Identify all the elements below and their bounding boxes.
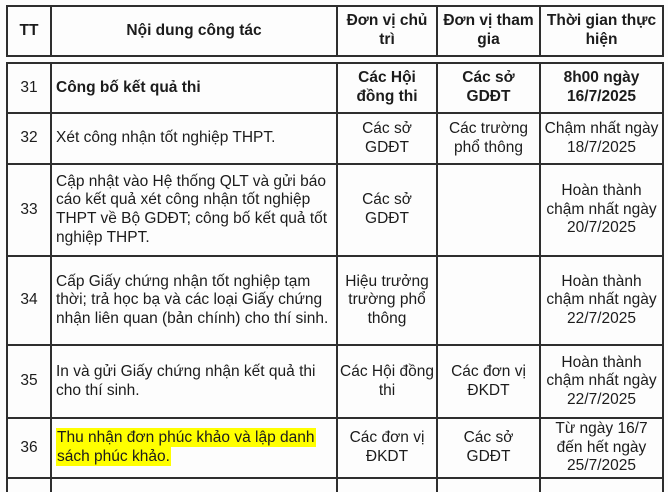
stub-row <box>7 479 663 492</box>
time-cell: Chậm nhất ngày 18/7/2025 <box>540 113 663 164</box>
participant-unit-cell: Các sở GDĐT <box>437 63 540 113</box>
participant-unit-cell: Các đơn vị ĐKDT <box>437 345 540 418</box>
table-row-35 <box>7 345 663 418</box>
participant-unit-cell <box>437 256 540 345</box>
highlighted-text: Thu nhận đơn phúc khảo và lập danh sách phúc khảo. <box>57 429 315 465</box>
header-cell-tt: TT <box>7 6 51 56</box>
row-number: 31 <box>7 63 51 113</box>
task-cell: Công bố kết quả thi <box>51 63 337 113</box>
time-cell: 8h00 ngày 16/7/2025 <box>540 63 663 113</box>
task-cell: Cấp Giấy chứng nhận tốt nghiệp tạm thời; trả học bạ và các loại Giấy chứng nhận liên quan (bản chính) cho thí sinh. <box>51 256 337 345</box>
task-cell: In và gửi Giấy chứng nhận kết quả thi cho thí sinh. <box>51 345 337 418</box>
task-cell: Xét công nhận tốt nghiệp THPT. <box>51 113 337 164</box>
task-cell: Cập nhật vào Hệ thống QLT và gửi báo cáo kết quả xét công nhận tốt nghiệp THPT về Bộ GDĐT; công bố kết quả tốt nghiệp THPT. <box>51 164 337 256</box>
table-row-33 <box>7 164 663 256</box>
lead-unit-cell: Hiệu trưởng trường phổ thông <box>337 256 437 345</box>
next-row-cutoff-stub <box>6 479 664 492</box>
participant-unit-cell <box>437 164 540 256</box>
header-cell-lead: Đơn vị chủ trì <box>337 6 437 56</box>
lead-unit-cell: Các đơn vị ĐKDT <box>337 418 437 478</box>
time-cell: Từ ngày 16/7 đến hết ngày 25/7/2025 <box>540 418 663 478</box>
row-number: 33 <box>7 164 51 256</box>
row-number: 32 <box>7 113 51 164</box>
header-cell-time: Thời gian thực hiện <box>540 6 663 56</box>
table-row-31 <box>7 63 663 113</box>
time-cell: Hoàn thành chậm nhất ngày 22/7/2025 <box>540 345 663 418</box>
schedule-table-body <box>6 62 664 479</box>
participant-unit-cell: Các sở GDĐT <box>437 418 540 478</box>
schedule-table-header <box>6 5 664 57</box>
header-cell-participants: Đơn vị tham gia <box>437 6 540 56</box>
lead-unit-cell: Các sở GDĐT <box>337 113 437 164</box>
time-cell: Hoàn thành chậm nhất ngày 22/7/2025 <box>540 256 663 345</box>
task-cell <box>51 418 337 478</box>
row-number: 36 <box>7 418 51 478</box>
lead-unit-cell: Các Hội đồng thi <box>337 345 437 418</box>
table-row-32 <box>7 113 663 164</box>
table-row-36 <box>7 418 663 478</box>
lead-unit-cell: Các sở GDĐT <box>337 164 437 256</box>
participant-unit-cell: Các trường phổ thông <box>437 113 540 164</box>
header-row <box>7 6 663 56</box>
table-row-34 <box>7 256 663 345</box>
row-number: 35 <box>7 345 51 418</box>
row-number: 34 <box>7 256 51 345</box>
header-cell-task: Nội dung công tác <box>51 6 337 56</box>
lead-unit-cell: Các Hội đồng thi <box>337 63 437 113</box>
time-cell: Hoàn thành chậm nhất ngày 20/7/2025 <box>540 164 663 256</box>
